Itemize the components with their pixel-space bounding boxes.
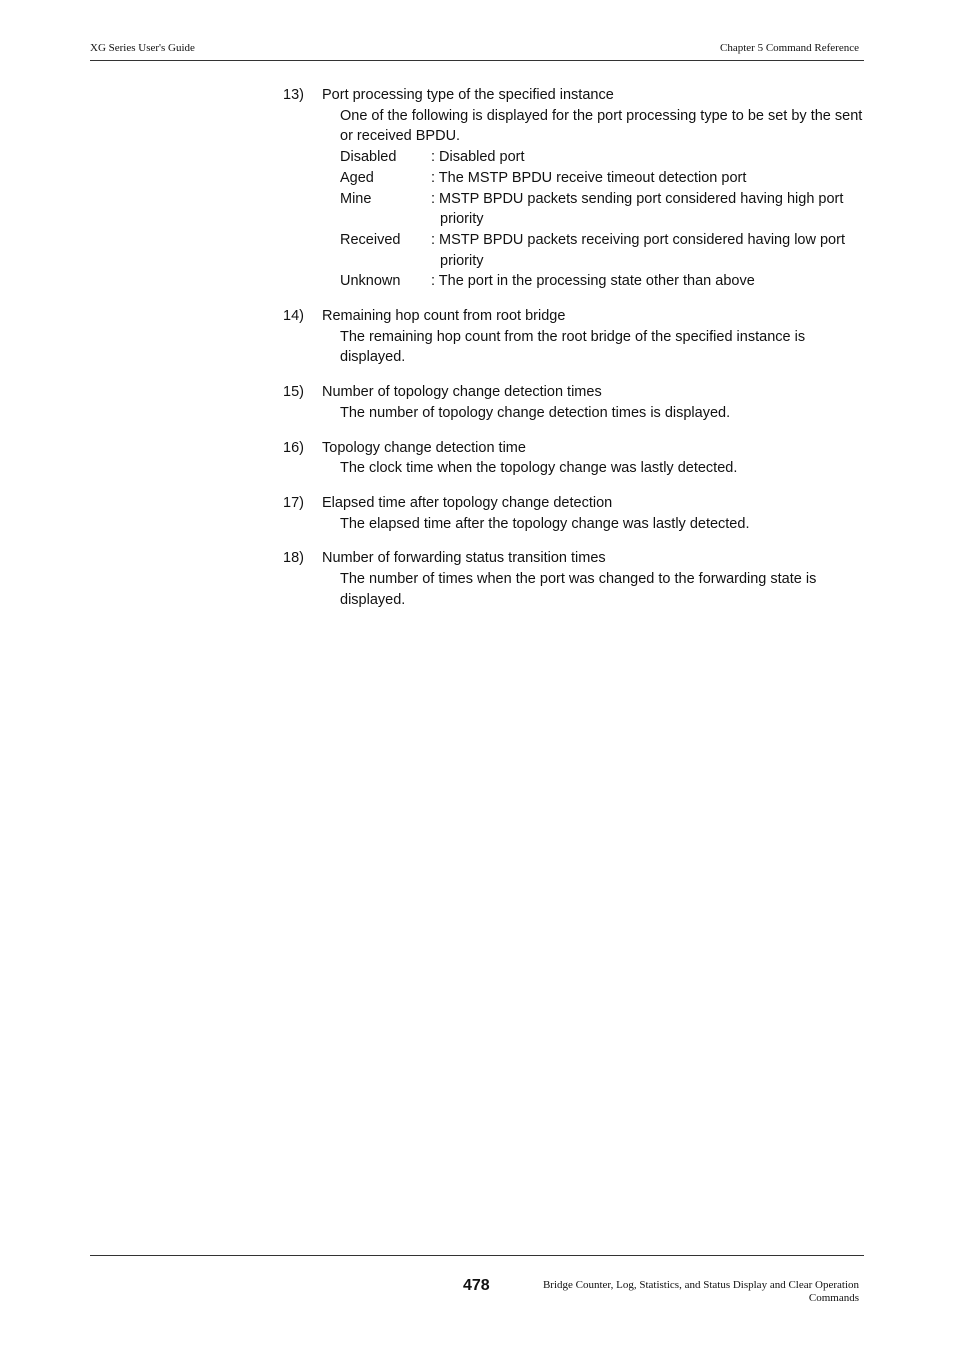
list-item-13	[283, 85, 873, 292]
list-item-14	[283, 306, 873, 368]
definition-desc: : MSTP BPDU packets sending port considered having high port	[431, 190, 844, 207]
definition-desc-continued: priority	[440, 211, 484, 228]
running-footer	[499, 1279, 859, 1305]
definition-desc-wrap	[431, 230, 873, 271]
item-number: 13)	[283, 87, 304, 103]
item-title: Remaining hop count from root bridge	[322, 308, 566, 325]
definition-desc: : The MSTP BPDU receive timeout detection port	[431, 169, 747, 186]
list-item-17	[283, 493, 873, 534]
definition-term: Disabled	[340, 149, 397, 166]
item-body: The remaining hop count from the root bridge of the specified instance is displayed.	[340, 328, 806, 366]
definition-term: Received	[340, 231, 401, 248]
footer-section-line1: Bridge Counter, Log, Statistics, and Status Display and Clear Operation	[542, 1279, 859, 1291]
item-number: 17)	[283, 494, 304, 511]
item-title: Elapsed time after topology change detection	[322, 494, 613, 511]
item-number: 15)	[283, 384, 304, 401]
item-number: 16)	[283, 439, 304, 456]
definition-term: Unknown	[340, 273, 401, 290]
item-body: One of the following is displayed for the port processing type to be set by the sent or received BPDU.	[340, 107, 863, 145]
main-content	[283, 85, 873, 624]
item-title: Port processing type of the specified instance	[322, 87, 614, 103]
definition-row	[340, 230, 873, 271]
header-divider	[90, 60, 864, 61]
item-body: The number of times when the port was changed to the forwarding state is displayed.	[340, 571, 817, 608]
item-title: Number of forwarding status transition times	[322, 550, 606, 567]
page-number: 478	[463, 1277, 490, 1294]
definition-row	[340, 147, 873, 168]
definition-desc: : Disabled port	[431, 149, 525, 166]
definition-term: Mine	[340, 190, 372, 207]
running-header-left: XG Series User's Guide	[90, 42, 195, 54]
definition-row	[340, 168, 873, 189]
item-title: Topology change detection time	[322, 439, 526, 456]
item-body: The number of topology change detection times is displayed.	[340, 404, 731, 421]
item-title: Number of topology change detection times	[322, 384, 602, 401]
definition-desc-wrap	[431, 189, 873, 230]
definition-desc: : MSTP BPDU packets receiving port considered having low port	[431, 231, 845, 248]
definition-desc: : The port in the processing state other than above	[431, 273, 755, 290]
running-header-right: Chapter 5 Command Reference	[720, 42, 859, 54]
list-item-15	[283, 382, 873, 423]
footer-section-line2: Commands	[808, 1292, 859, 1304]
definition-row	[340, 189, 873, 230]
item-number: 14)	[283, 308, 304, 325]
definition-row	[340, 271, 873, 292]
item-number: 18)	[283, 550, 304, 567]
item-body: The clock time when the topology change was lastly detected.	[340, 460, 738, 477]
list-item-18	[283, 548, 873, 610]
footer-divider	[90, 1255, 864, 1256]
definition-desc-continued: priority	[440, 252, 484, 269]
item-body: The elapsed time after the topology change was lastly detected.	[340, 515, 750, 532]
list-item-16	[283, 438, 873, 479]
definition-term: Aged	[340, 169, 374, 186]
